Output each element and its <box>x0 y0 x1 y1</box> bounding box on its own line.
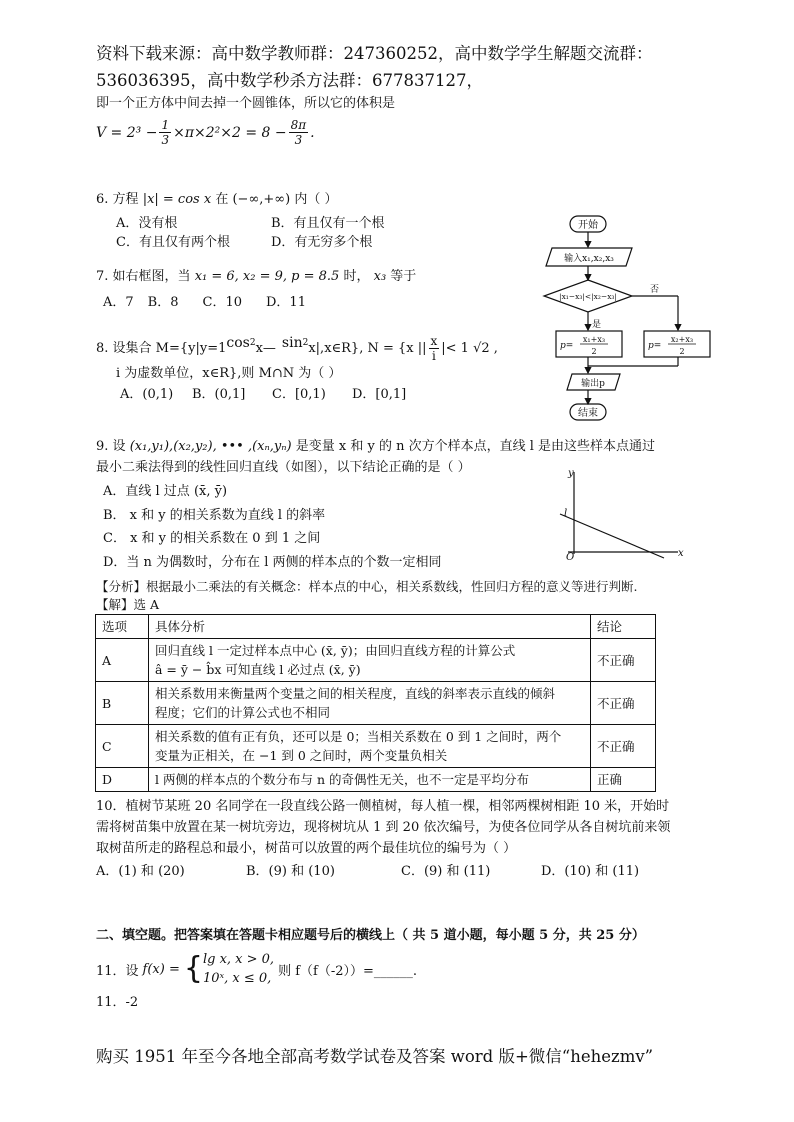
table-row <box>96 768 656 792</box>
table-cell-result: 不正确 <box>591 639 656 682</box>
flow-condition-label: |x₁−x₃|<|x₂−x₃| <box>559 292 617 301</box>
analysis-line-2: â = ȳ − b̂x 可知直线 l 必过点 (x̄, ȳ) <box>155 662 361 677</box>
question-6 <box>96 189 338 210</box>
table-cell-result: 不正确 <box>591 725 656 768</box>
table-header-row <box>96 615 656 639</box>
formula-end: . <box>310 124 315 141</box>
q8-stem-a: 8. 设集合 M={y|y=1 <box>96 341 227 356</box>
q9-option-a[interactable]: A．直线 l 过点 (x̄, ȳ) <box>103 484 228 499</box>
q7-var: x₃ <box>373 269 387 284</box>
analysis-table <box>95 614 656 792</box>
q11-stem-a: 11．设 <box>96 963 139 979</box>
analysis-line-2: 程度；它们的计算公式也不相同 <box>155 705 331 720</box>
table-cell-analysis <box>149 682 591 725</box>
header-line-2: 536036395，高中数学秒杀方法群：677837127， <box>96 71 483 90</box>
q6-stem-b: 在 <box>215 192 229 207</box>
analysis-line-1: 相关系数的值有正有负，还可以是 0；当相关系数在 0 到 1 之间时，两个 <box>155 729 562 744</box>
regression-graph <box>548 462 698 562</box>
flowchart-diagram <box>540 210 715 428</box>
table-row <box>96 639 656 682</box>
q9-line-1 <box>96 436 716 457</box>
table-cell-option: B <box>96 682 149 725</box>
q11-fx: f(x) = <box>142 961 180 977</box>
q10-option-d[interactable]: D．(10) 和 (11) <box>541 864 640 879</box>
formula-part-a: V = 2³ − <box>96 124 158 141</box>
q10-option-c[interactable]: C．(9) 和 (11) <box>401 864 491 879</box>
q9-stem-a: 9. 设 <box>96 439 126 454</box>
q6-expr: |x| = cos x <box>142 192 212 207</box>
table-row <box>96 682 656 725</box>
q10-line-3: 取树苗所走的路程总和最小，树苗可以放置的两个最佳坑位的编号为（ ） <box>96 841 517 856</box>
q6-options <box>116 214 436 252</box>
table-header-cell: 具体分析 <box>149 615 591 639</box>
table-header-cell: 选项 <box>96 615 149 639</box>
q10-options <box>96 860 639 879</box>
header-line-1: 资料下载来源：高中数学教师群：247360252，高中数学学生解题交流群： <box>96 44 653 63</box>
q8-option-a[interactable]: A．(0,1) <box>120 387 174 402</box>
answer-text: 选 A <box>133 597 160 612</box>
flow-yes-label: 是 <box>592 320 602 330</box>
table-cell-analysis: l 两侧的样本点的个数分布与 n 的奇偶性无关，也不一定是平均分布 <box>149 768 591 792</box>
piecewise-brace: { <box>183 951 203 986</box>
frac-den: i <box>431 349 436 363</box>
q6-interval: (−∞,+∞) <box>232 192 291 207</box>
q6-option-c[interactable]: C．有且仅有两个根 <box>116 235 230 250</box>
q8-cos: cos <box>226 335 250 351</box>
q9-options <box>103 480 441 574</box>
table-row <box>96 725 656 768</box>
table-cell-option: C <box>96 725 149 768</box>
q7-option-d[interactable]: D．11 <box>266 295 306 310</box>
question-7 <box>96 266 416 287</box>
q7-stem-a: 7. 如右框图，当 <box>96 269 191 284</box>
q8-options <box>120 383 406 402</box>
fraction-one-third <box>159 118 171 147</box>
analysis-text: 根据最小二乘法的有关概念：样本点的中心，相关系数线，性回归方程的意义等进行判断. <box>146 579 638 594</box>
table-header-cell: 结论 <box>591 615 656 639</box>
left-frac-den: 2 <box>591 347 597 356</box>
answer-label: 【解】 <box>96 597 134 612</box>
q8-fraction <box>429 334 440 363</box>
q8-option-d[interactable]: D．[0,1] <box>352 387 407 402</box>
left-p-label: p= <box>560 341 574 351</box>
question-10 <box>96 796 726 859</box>
table-cell-option: D <box>96 768 149 792</box>
flow-output-label: 输出p <box>581 379 605 389</box>
q7-option-b[interactable]: B．8 <box>147 295 179 310</box>
question-11 <box>96 950 417 988</box>
flow-end-label: 结束 <box>578 408 598 419</box>
q8-x1: x— <box>255 341 276 356</box>
q9-option-c[interactable]: C． x 和 y 的相关系数在 0 到 1 之间 <box>103 531 321 546</box>
q10-line-1: 10．植树节某班 20 名同学在一段直线公路一侧植树，每人植一棵，相邻两棵树相距 10 米，开始时 <box>96 799 670 814</box>
q9-option-b[interactable]: B． x 和 y 的相关系数为直线 l 的斜率 <box>103 507 326 523</box>
analysis-line <box>96 578 716 596</box>
q7-expr: x₁ = 6, x₂ = 9, p = 8.5 <box>194 269 340 284</box>
answer-line <box>96 596 716 614</box>
q7-option-a[interactable]: A．7 <box>103 295 134 310</box>
q9-option-d[interactable]: D．当 n 为偶数时，分布在 l 两侧的样本点的个数一定相同 <box>103 554 442 570</box>
q6-stem-c: 内（ ） <box>294 192 338 207</box>
table-cell-result: 正确 <box>591 768 656 792</box>
q10-option-a[interactable]: A．(1) 和 (20) <box>96 864 185 879</box>
q11-stem-b: 则 f（f（-2））=______. <box>278 963 418 979</box>
q6-option-d[interactable]: D．有无穷多个根 <box>271 235 373 250</box>
q7-option-c[interactable]: C．10 <box>202 295 242 310</box>
frac-den: 3 <box>294 133 303 147</box>
q11-answer: 11．-2 <box>96 995 139 1010</box>
analysis-line-2: 变量为正相关，在 −1 到 0 之间时，两个变量负相关 <box>155 748 448 763</box>
q8-stem-c: |< 1 √2 , <box>441 341 498 356</box>
graph-origin-label: O <box>566 552 575 562</box>
q8-option-c[interactable]: C．[0,1) <box>272 387 326 402</box>
q8-line-2: i 为虚数单位，x∈R},则 M∩N 为（ ） <box>116 366 342 381</box>
q9-line-2: 最小二乘法得到的线性回归直线（如图），以下结论正确的是（ ） <box>96 460 471 475</box>
q7-stem-b: 时， <box>343 269 370 284</box>
q9-points: (x₁,y₁),(x₂,y₂), ••• ,(xₙ,yₙ) <box>129 439 292 454</box>
frac-den: 3 <box>161 133 170 147</box>
q9-stem-b: 是变量 x 和 y 的 n 次方个样本点，直线 l 是由这些样本点通过 <box>295 439 655 454</box>
piecewise-cases <box>203 950 274 988</box>
analysis-line-1: 回归直线 l 一定过样本点中心 (x̄, ȳ)；由回归直线方程的计算公式 <box>155 643 516 658</box>
table-cell-option: A <box>96 639 149 682</box>
right-frac-num: x₂+x₃ <box>670 335 694 344</box>
q6-stem-a: 6. 方程 <box>96 192 139 207</box>
q8-option-b[interactable]: B．(0,1] <box>192 387 246 402</box>
left-frac-num: x₁+x₃ <box>582 335 606 344</box>
q8-stem-b: x|,x∈R}, N = {x || <box>308 341 427 356</box>
q7-options <box>103 291 306 310</box>
right-p-label: p= <box>648 341 662 351</box>
question-8 <box>96 334 498 363</box>
q8-sin: sin <box>281 335 303 351</box>
frac-num: 1 <box>161 118 170 132</box>
right-frac-den: 2 <box>679 347 685 356</box>
flow-input-label: 输入x₁,x₂,x₃ <box>564 254 614 264</box>
q7-stem-c: 等于 <box>390 269 417 284</box>
flow-no-label: 否 <box>650 285 660 295</box>
fraction-8pi-3 <box>289 118 309 147</box>
footer-ad: 购买 1951 年至今各地全部高考数学试卷及答案 word 版+微信“hehezmv” <box>96 1047 654 1066</box>
formula-part-b: ×π×2²×2 = 8 − <box>173 124 287 141</box>
case-1: lg x, x > 0, <box>202 952 275 967</box>
analysis-label: 【分析】 <box>96 579 147 594</box>
q8-sup-1: 2 <box>249 338 256 348</box>
case-2: 10ˣ, x ≤ 0, <box>202 971 272 986</box>
q6-option-a[interactable]: A．没有根 <box>116 216 178 231</box>
graph-l-label: l <box>564 508 568 519</box>
q10-option-b[interactable]: B．(9) 和 (10) <box>246 864 335 879</box>
intro-text: 即一个正方体中间去掉一个圆锥体，所以它的体积是 <box>96 96 396 111</box>
q6-option-b[interactable]: B．有且仅有一个根 <box>271 216 385 231</box>
analysis-line-1: 相关系数用来衡量两个变量之间的相关程度，直线的斜率表示直线的倾斜 <box>155 686 556 701</box>
frac-num: x <box>430 334 438 348</box>
q8-sup-2: 2 <box>302 338 309 348</box>
table-cell-analysis <box>149 725 591 768</box>
q10-line-2: 需将树苗集中放置在某一树坑旁边，现将树坑从 1 到 20 依次编号，为使各位同学从各自树坑前来领 <box>96 820 671 835</box>
section-2-title: 二、填空题。把答案填在答题卡相应题号后的横线上（ 共 5 道小题，每小题 5 分，共 25 分） <box>96 928 645 943</box>
graph-y-label: y <box>568 468 574 479</box>
graph-x-label: x <box>678 548 684 559</box>
flow-start-label: 开始 <box>578 220 598 231</box>
analysis-block <box>96 578 716 614</box>
table-cell-result: 不正确 <box>591 682 656 725</box>
table-cell-analysis <box>149 639 591 682</box>
volume-formula <box>96 118 315 147</box>
source-header <box>96 40 746 94</box>
frac-num: 8π <box>290 118 307 132</box>
